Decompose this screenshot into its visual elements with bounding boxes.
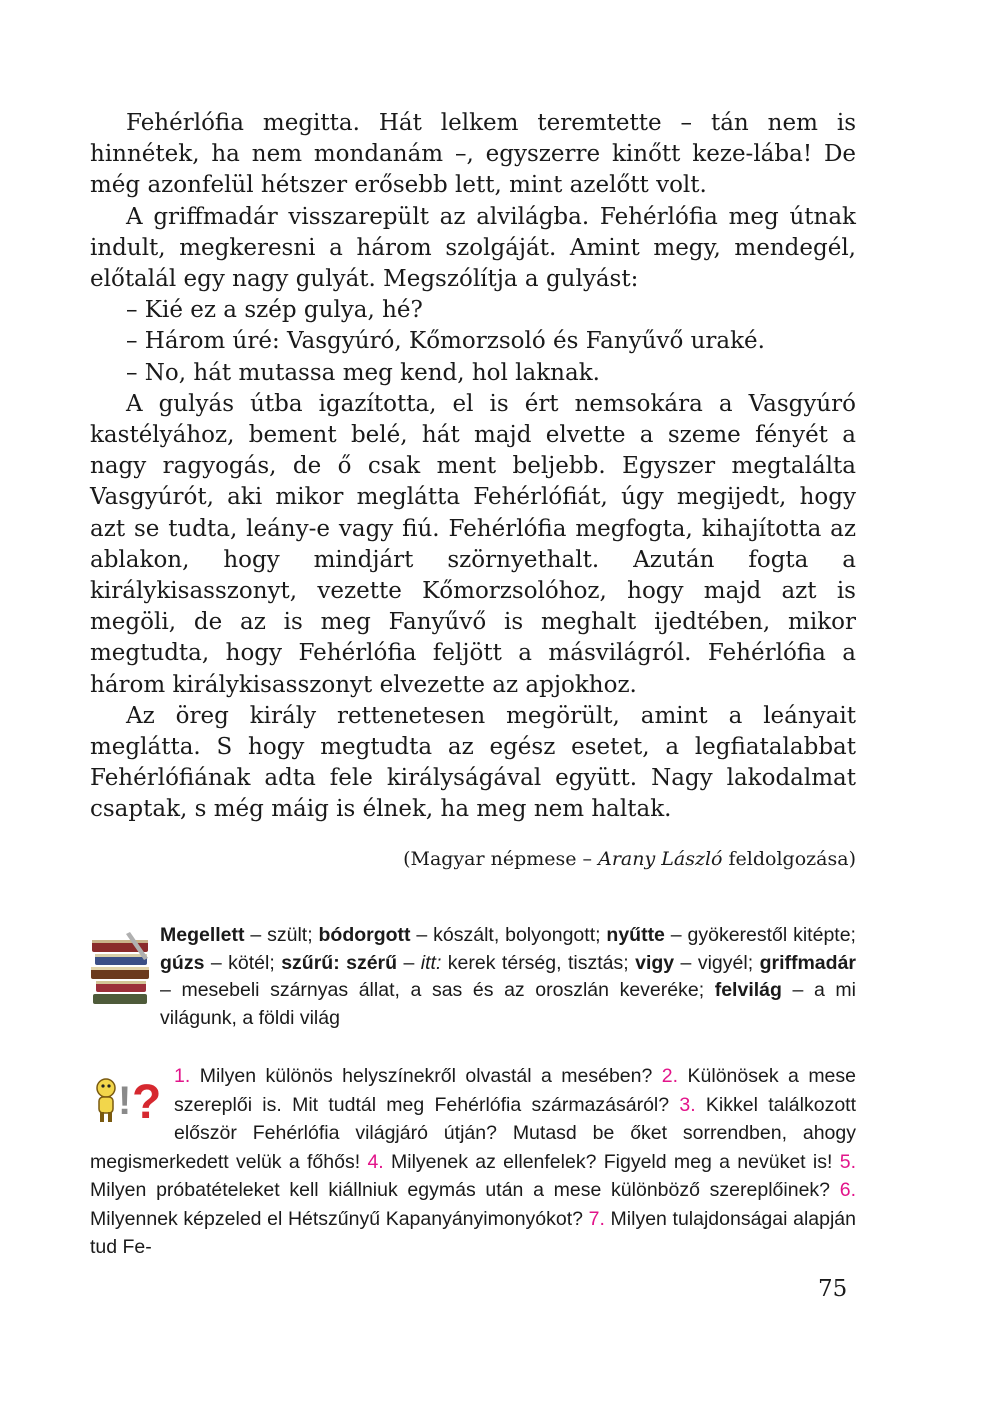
questions-box (90, 1062, 856, 1262)
story-paragraph: Az öreg király rettenetesen megörült, amint a leányait meglátta. S hogy megtudta az egész esetet, a legfiatalabbat Fehérlófiának adta fele királyságával együtt. Nagy lakodalmat csaptak, s még máig is élnek, ha meg nem haltak. (90, 702, 856, 823)
question-item: 1. Milyen különös helyszínekről olvastál a mesében? (174, 1065, 662, 1087)
question-item: 3. Kikkel találkozott először Fehérlófia világjáró útján? Mutasd be őket sorrendben, ahogy megismerkedett velük a főhős! (90, 1093, 857, 1173)
books-icon (90, 928, 152, 1006)
page-number: 75 (818, 1276, 848, 1302)
story-text (90, 108, 856, 826)
svg-text:!: ! (118, 1079, 132, 1123)
story-attribution (403, 848, 856, 870)
story-paragraph: A gulyás útba igazította, el is ért nemsokára a Vasgyúró kastélyához, bement belé, hát majd elvette a szeme fényét a nagy ragyogás, de ő csak ment beljebb. Egyszer megtalálta Vasgyúrót, aki mikor meglátta Fehérlófiát, úgy megijedt, hogy azt se tudta, leány-e vagy fiú. Fehérlófia megfogta, kihajította az ablakon, hogy mindjárt szörnyethalt. Azután fogta a királykisasszonyt, vezette Kőmorzsolóhoz, hogy majd azt is megöli, de az is meg Fanyűvő is meghalt ijedtében, mikor megtudta, hogy Fehérlófia feljött a másvilágról. Fehérlófia a három királykisasszonyt elvezette az apjokhoz. (90, 390, 856, 698)
attribution-author: Arany László (598, 848, 723, 870)
attribution-suffix: feldolgozása) (722, 848, 856, 870)
question-item: 2. Különösek a mese szereplői is. Mit tudtál meg Fehérlófia származásáról? (174, 1065, 856, 1116)
glossary-entry: bódorgott – kószált, bolyongott; (318, 924, 607, 946)
question-item: 5. Milyen próbatételeket kell kiállniuk egymás után a mese különböző szereplőinek? (90, 1150, 856, 1201)
glossary-entry: vigy – vigyél; (635, 951, 760, 974)
dialog-line: – No, hát mutassa meg kend, hol laknak. (126, 359, 600, 386)
question-exclamation-icon (90, 1068, 168, 1128)
glossary-entry: griffmadár – mesebeli szárnyas állat, a sas és az oroszlán keveréke; (160, 951, 856, 1001)
story-paragraph: A griffmadár visszarepült az alvilágba. Fehérlófia meg útnak indult, megkeresni a három szolgáját. Amint megy, mendegél, előtalál egy nagy gulyát. Megszólítja a gulyást: (90, 203, 856, 293)
glossary-entry: gúzs – kötél; (160, 951, 282, 974)
question-item: 4. Milyenek az ellenfelek? Figyeld meg a nevüket is! (367, 1150, 840, 1173)
question-item: 6. Milyennek képzeled el Hétszűnyű Kapanyányimonyókot? (90, 1179, 856, 1230)
story-paragraph: Fehérlófia megitta. Hát lelkem teremtette – tán nem is hinnétek, ha nem mondanám –, egyszerre kinőtt keze-lába! De még azonfelül hétszer erősebb lett, mint azelőtt volt. (90, 110, 856, 199)
dialog-line: – Három úré: Vasgyúró, Kőmorzsoló és Fanyűvő uraké. (126, 328, 765, 355)
question-item: 7. Milyen tulajdonságai alapján tud Fe- (90, 1207, 856, 1258)
dialog-line: – Kié ez a szép gulya, hé? (126, 297, 423, 324)
glossary-box (90, 922, 856, 1032)
glossary-entry: Megellett – szült; (160, 924, 319, 946)
attribution-prefix: (Magyar népmese – (403, 848, 599, 870)
glossary-entry: felvilág – a mi világunk, a földi világ (160, 979, 856, 1029)
glossary-entry: nyűtte – gyökerestől kitépte; (606, 924, 856, 946)
glossary-entry: szűrű: szérű – itt: kerek térség, tisztás; (281, 951, 636, 974)
svg-text:?: ? (132, 1076, 162, 1128)
